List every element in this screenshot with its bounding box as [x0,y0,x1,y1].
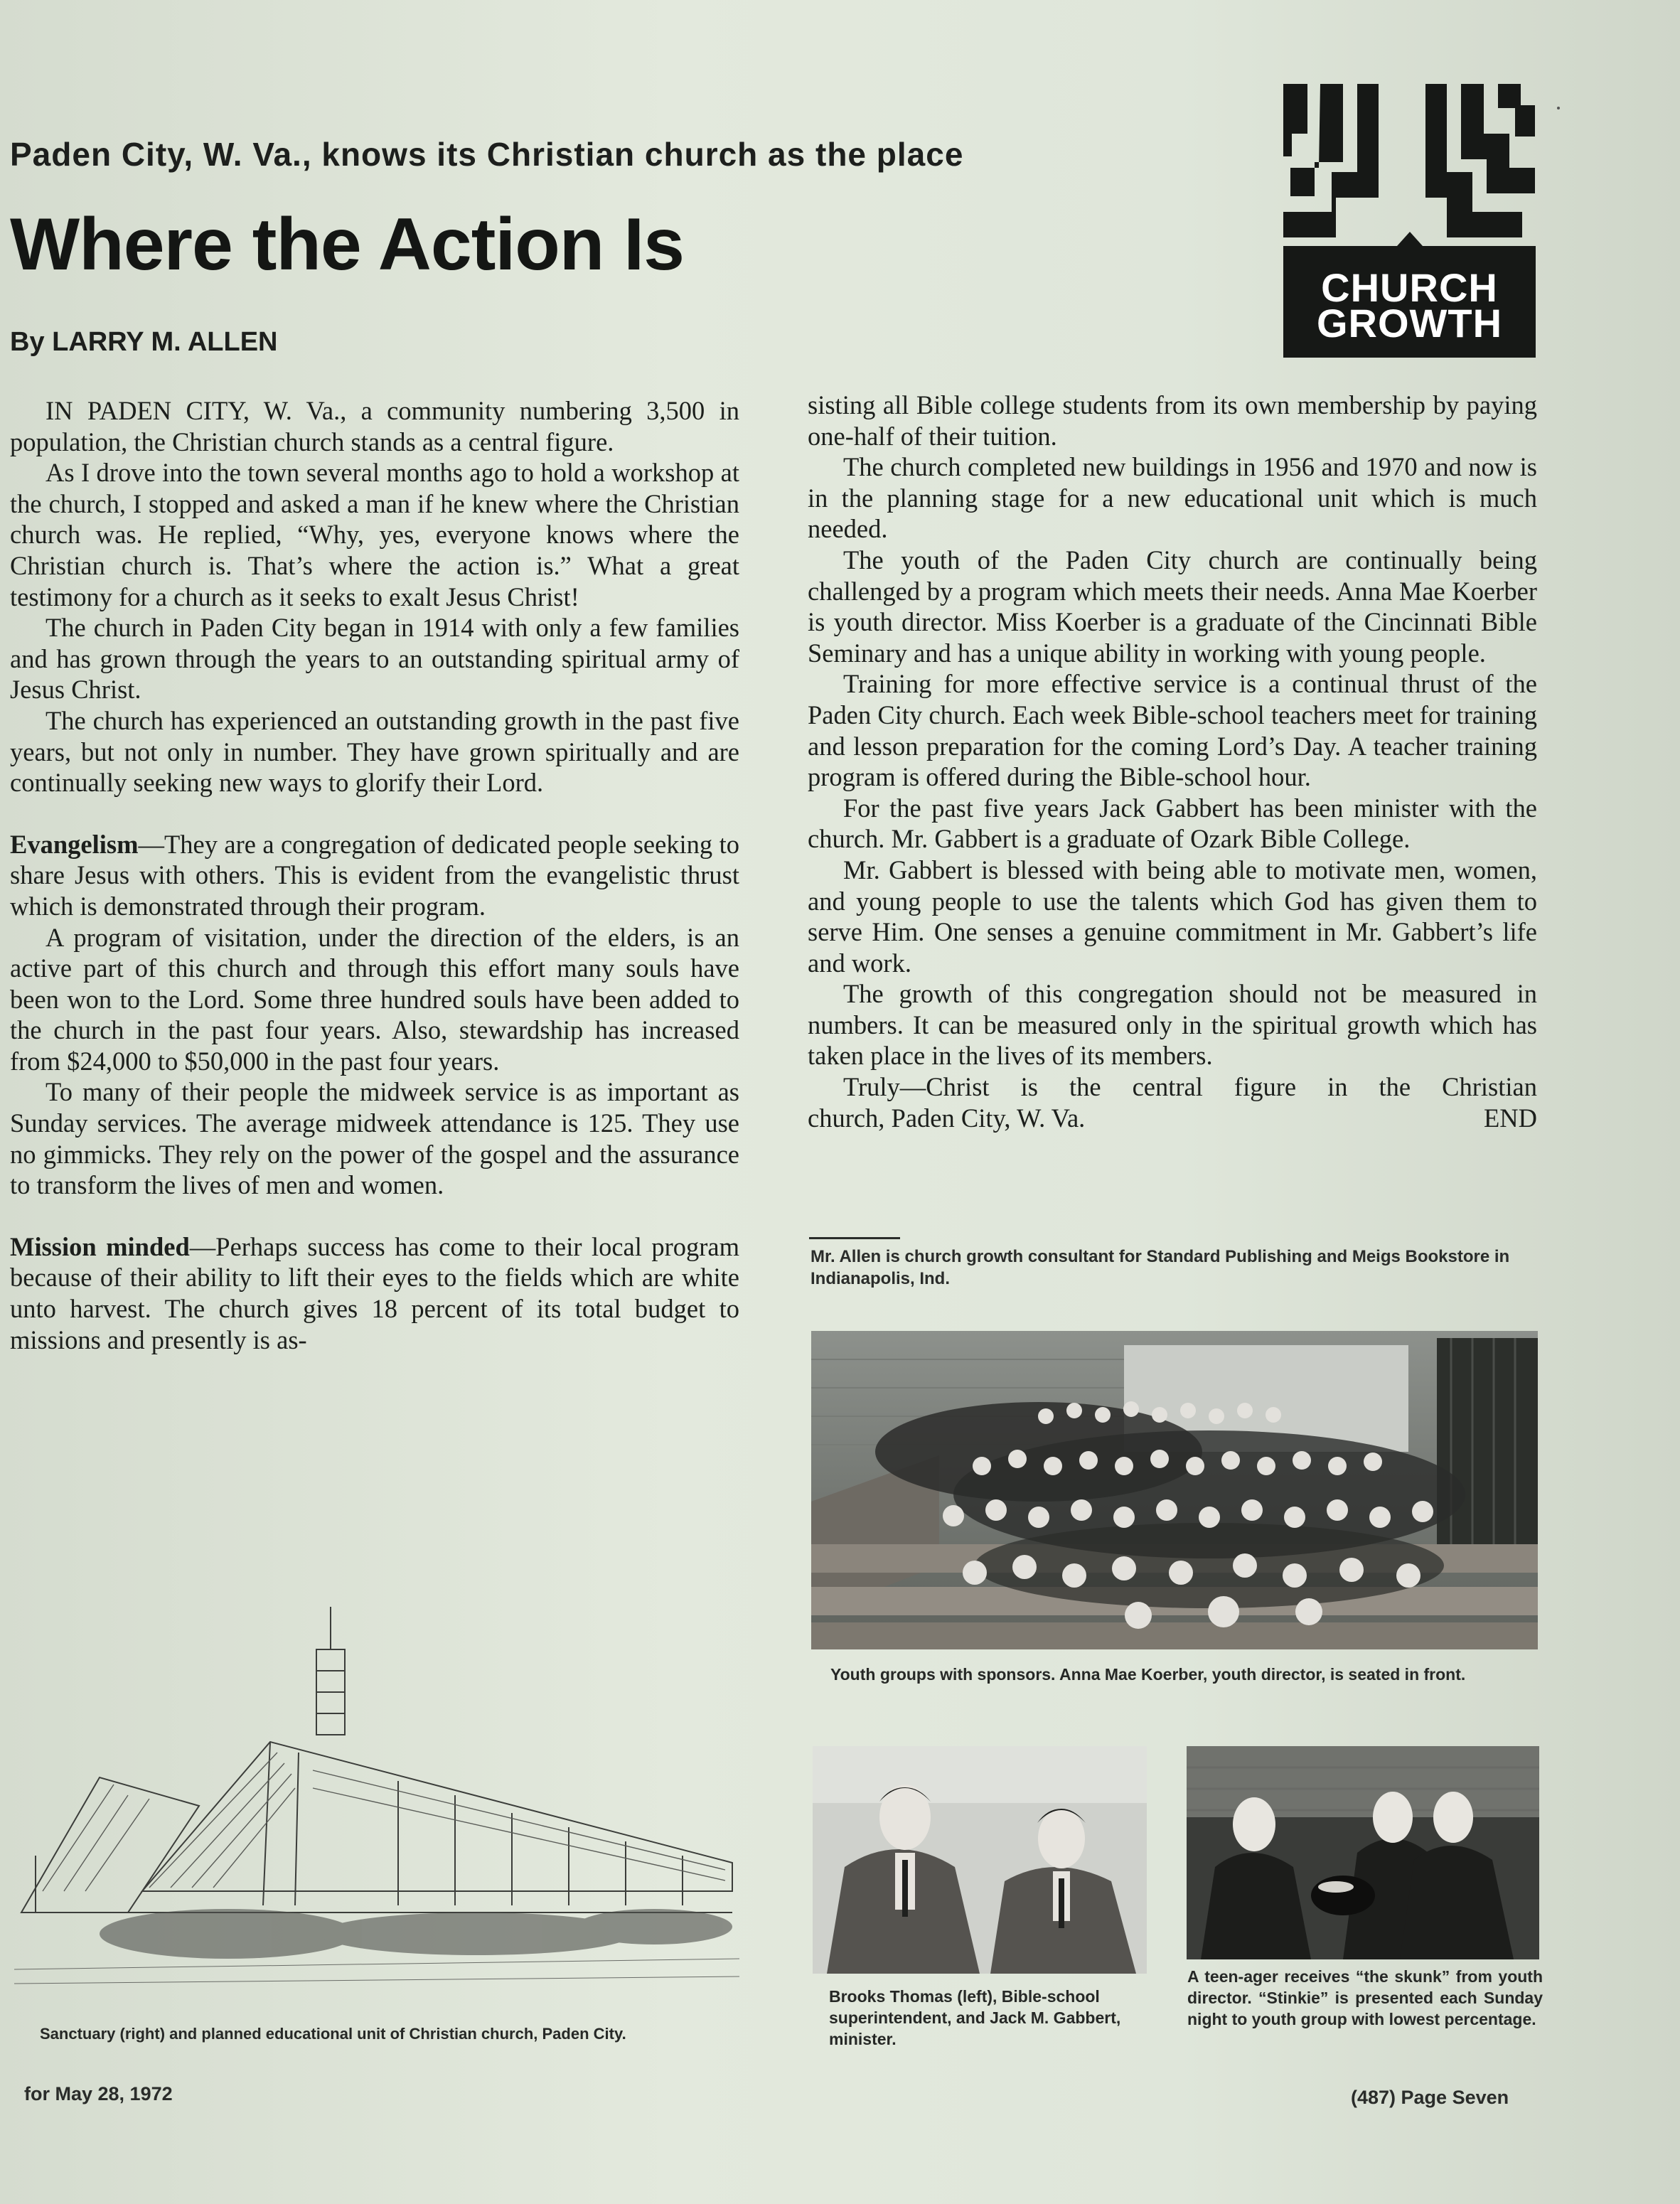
end-mark: END [1483,1103,1537,1133]
paragraph-text: —They are a congregation of dedicated people seeking to share Jesus with others. This is evident from the evangelistic thrust which is demonstrated through their program. [10,829,739,921]
sanctuary-caption: Sanctuary (right) and planned educational unit of Christian church, Paden City. [40,2025,626,2043]
article-column-right [808,390,1537,1133]
article-title: Where the Action Is [10,203,684,286]
logo-text [1283,265,1536,346]
paragraph: The growth of this congregation should not be measured in numbers. It can be measured only in the spiritual growth which has taken place in the lives of its members. [808,979,1537,1071]
closing-text: church, Paden City, W. Va. [808,1103,1086,1133]
page-number: (487) Page Seven [1351,2087,1509,2108]
paragraph: The church in Paden City began in 1914 with only a few families and has grown through the years to an outstanding spiritual army of Jesus Christ. [10,613,739,705]
author-bio: Mr. Allen is church growth consultant for Standard Publishing and Meigs Bookstore in Indianapolis, Ind. [810,1247,1510,1288]
paragraph: A program of visitation, under the direction of the elders, is an active part of this church and through this effort many souls have been won to the Lord. Some three hundred souls have been added to the church in the past four years. Also, stewardship has increased from $24,000 to $50,000 in the past four years. [10,922,739,1076]
paragraph: sisting all Bible college students from its own membership by paying one-half of their tuition. [808,390,1537,451]
skunk-caption: A teen-ager receives “the skunk” from youth director. “Stinkie” is presented each Sunday night to youth group with lowest percentage. [1187,1967,1543,2028]
logo-text-line2: GROWTH [1316,301,1503,346]
runin-heading-evangelism: Evangelism [10,829,139,859]
skunk-presentation-photo [1187,1746,1539,1959]
closing-line [808,1103,1537,1134]
paragraph: IN PADEN CITY, W. Va., a community numbering 3,500 in population, the Christian church stands as a central figure. [10,396,739,456]
paragraph: To many of their people the midweek service is as important as Sunday services. The average midweek attendance is 125. They use no gimmicks. They rely on the power of the gospel and the assurance to transform the lives of men and women. [10,1077,739,1200]
logo-text-line1: CHURCH [1321,265,1498,310]
paragraph: The church has experienced an outstanding growth in the past five years, but not only in number. They have grown spiritually and are continually seeking new ways to glorify their Lord. [10,705,739,798]
leaders-caption: Brooks Thomas (left), Bible-school superintendent, and Jack M. Gabbert, minister. [829,1987,1121,2048]
paragraph: As I drove into the town several months ago to hold a workshop at the church, I stopped and asked a man if he knew where the Christian church was. He replied, “Why, yes, everyone knows where the Christian church is. That’s where the action is.” What a great testimony for a church as it seeks to exalt Jesus Christ! [10,458,739,611]
paragraph: Mr. Gabbert is blessed with being able to motivate men, women, and young people to use the talents which God has given them to serve Him. One senses a genuine commitment in Mr. Gabbert’s life and work. [808,855,1537,978]
youth-group-photo [811,1331,1538,1649]
paragraph-mission [10,1231,739,1355]
youth-group-caption: Youth groups with sponsors. Anna Mae Koerber, youth director, is seated in front. [830,1665,1466,1684]
paragraph: The youth of the Paden City church are continually being challenged by a program which meets their needs. Anna Mae Koerber is youth director. Miss Koerber is a graduate of the Cincinnati Bible Seminary and has a unique ability in working with young people. [808,545,1537,668]
paragraph-evangelism [10,829,739,922]
article-column-left [10,395,739,1355]
article-byline: By LARRY M. ALLEN [10,327,278,357]
leaders-photo [813,1746,1147,1974]
paragraph: The church completed new buildings in 1956 and 1970 and now is in the planning stage for a new educational unit which is much needed. [808,452,1537,544]
closing-paragraph: Truly—Christ is the central figure in the Christian [843,1072,1537,1102]
speck [1557,107,1560,109]
paragraph: Training for more effective service is a continual thrust of the Paden City church. Each week Bible-school teachers meet for training and lesson preparation for the coming Lord’s Day. A teacher training program is offered during the Bible-school hour. [808,669,1537,792]
runin-heading-mission: Mission minded [10,1231,190,1261]
sanctuary-sketch [14,1600,739,2005]
church-growth-logo [1283,84,1536,358]
bio-rule [809,1237,900,1239]
paragraph-text: —Perhaps success has come to their local program because of their ability to lift their eyes to the fields which are white unto harvest. The church gives 18 percent of its total budget to missions and presently is as- [10,1231,739,1354]
issue-date: for May 28, 1972 [24,2083,173,2104]
paragraph: For the past five years Jack Gabbert has been minister with the church. Mr. Gabbert is a graduate of Ozark Bible College. [808,793,1537,854]
article-kicker: Paden City, W. Va., knows its Christian church as the place [10,136,964,173]
